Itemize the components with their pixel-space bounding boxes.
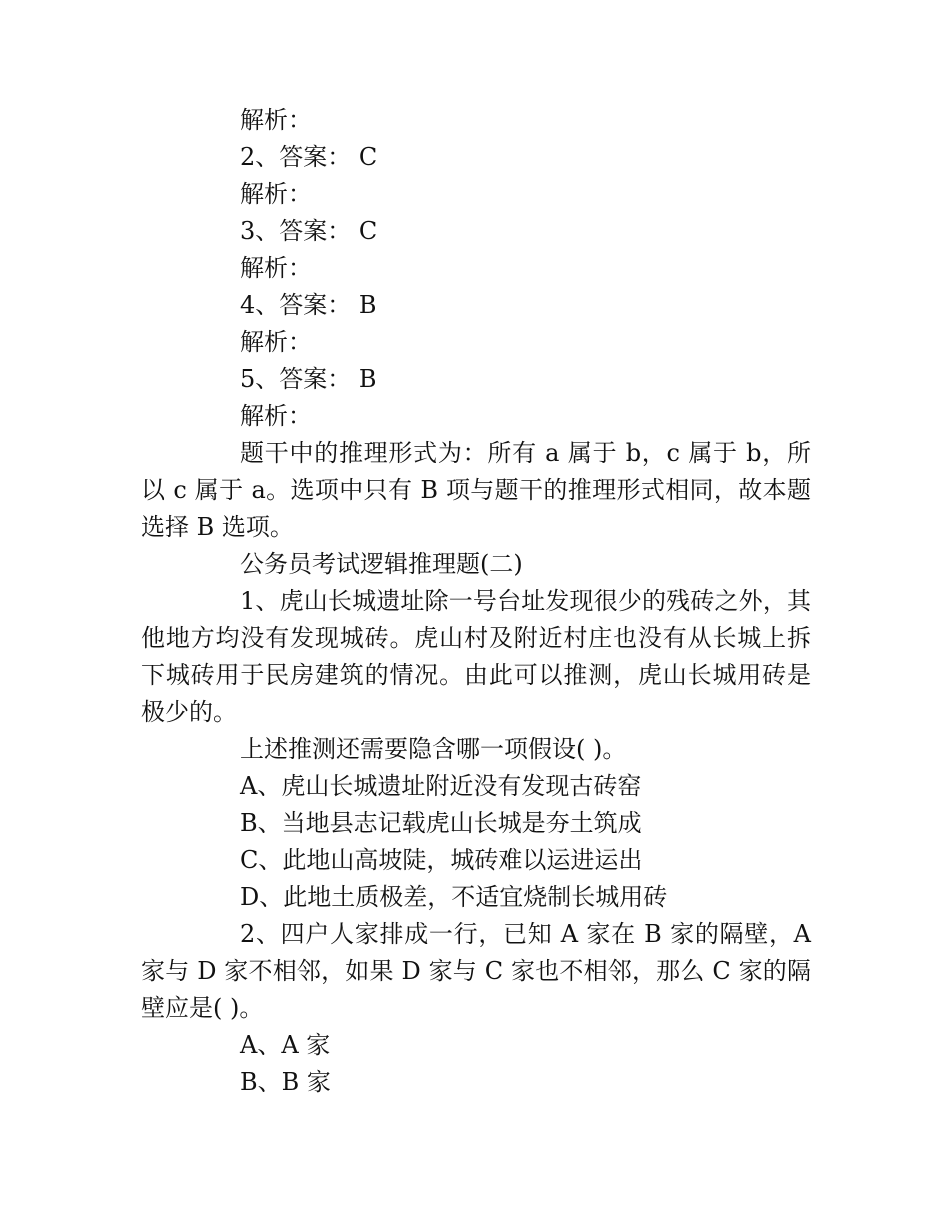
analysis-label: 解析： (240, 106, 312, 134)
question-2-option-b: B、B 家 (240, 1068, 331, 1096)
analysis-label: 解析： (240, 180, 312, 208)
answer-2: 2、答案： C (240, 143, 378, 171)
section-title: 公务员考试逻辑推理题(二) (240, 550, 523, 578)
analysis-label: 解析： (240, 254, 312, 282)
question-1-option-c: C、此地山高坡陡，城砖难以运进运出 (240, 846, 643, 874)
question-1-option-d: D、此地土质极差，不适宜烧制长城用砖 (240, 883, 668, 911)
answer-4: 4、答案： B (240, 291, 377, 319)
question-1-option-b: B、当地县志记载虎山长城是夯土筑成 (240, 809, 642, 837)
document-body (141, 102, 811, 1101)
analysis-label: 解析： (240, 328, 312, 356)
answer-5: 5、答案： B (240, 365, 377, 393)
explanation-paragraph: 题干中的推理形式为：所有 a 属于 b，c 属于 b，所以 c 属于 a。选项中只有 B 项与题干的推理形式相同，故本题选择 B 选项。 (141, 439, 811, 541)
question-2-option-a: A、A 家 (240, 1031, 331, 1059)
answer-3: 3、答案： C (240, 217, 378, 245)
question-1-option-a: A、虎山长城遗址附近没有发现古砖窑 (240, 772, 642, 800)
question-2-stem: 2、四户人家排成一行，已知 A 家在 B 家的隔壁，A 家与 D 家不相邻，如果 D 家与 C 家也不相邻，那么 C 家的隔壁应是( )。 (141, 920, 811, 1022)
analysis-label: 解析： (240, 402, 312, 430)
question-1-stem: 1、虎山长城遗址除一号台址发现很少的残砖之外，其他地方均没有发现城砖。虎山村及附近村庄也没有从长城上拆下城砖用于民房建筑的情况。由此可以推测，虎山长城用砖是极少的。 (141, 587, 811, 726)
question-1-prompt: 上述推测还需要隐含哪一项假设( )。 (240, 735, 627, 763)
